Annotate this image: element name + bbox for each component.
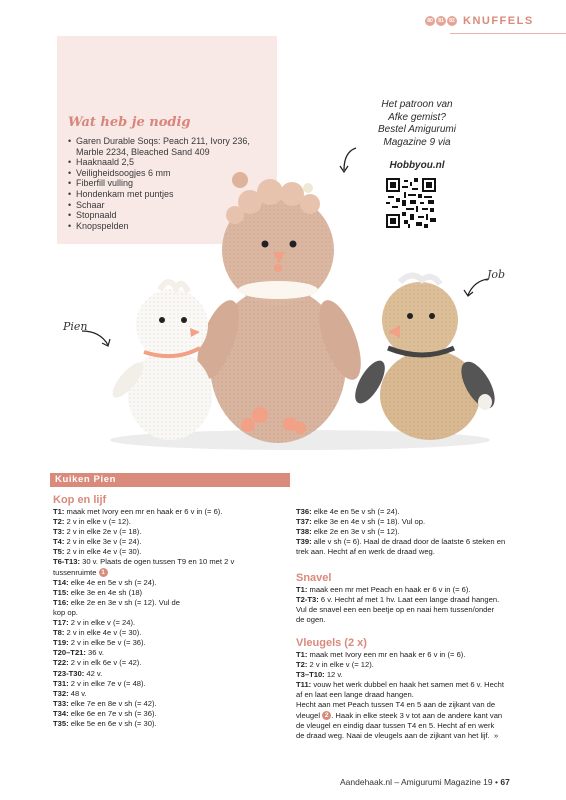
round-label: T2:: [53, 517, 65, 527]
round-label: T39:: [296, 537, 312, 547]
instruction-text: vouw het werk dubbel en haak het samen met 6 v. Hecht: [311, 680, 504, 690]
round-label: T32:: [53, 688, 69, 698]
qr-code[interactable]: [386, 178, 436, 228]
instruction-text: elke 4e en 5e v sh (= 24).: [311, 507, 400, 516]
section-label: KNUFFELS: [463, 15, 534, 27]
instruction-text: 6 v. Hecht af met 1 hv. Laat een lange draad hangen.: [318, 595, 500, 605]
instruction-line: [296, 615, 536, 625]
round-label: T1:: [296, 650, 308, 659]
instruction-line: [296, 660, 541, 670]
round-label: T31:: [53, 678, 69, 688]
instruction-line: [53, 507, 288, 517]
instruction-line: [53, 608, 288, 618]
instruction-text: 2 v in elk 6e v (= 42).: [68, 658, 142, 668]
instruction-text: kop op.: [53, 607, 78, 617]
instruction-line: [53, 547, 288, 557]
round-label: T2:: [296, 660, 308, 670]
round-label: T1:: [296, 585, 308, 594]
round-label: T23-T30:: [53, 668, 85, 678]
instruction-text: elke 2e en 3e v sh (= 12).: [311, 527, 400, 537]
instruction-line: [53, 709, 288, 719]
instruction-text: 2 v in elke v (= 12).: [307, 660, 374, 670]
round-label: T3:: [53, 527, 65, 537]
instruction-text: 30 v. Plaats de ogen tussen T9 en 10 met 2 v: [80, 557, 235, 567]
instruction-line: [296, 595, 536, 605]
needs-item: • Knopspelden: [68, 221, 273, 232]
instruction-line: [53, 648, 288, 658]
instruction-line: [296, 585, 536, 595]
tag-job: Job: [487, 268, 506, 281]
instruction-text: trek aan. Hecht af en werk de draad weg.: [296, 547, 435, 557]
round-label: T16:: [53, 597, 69, 607]
instruction-line: [53, 588, 288, 598]
round-label: T6-T13:: [53, 557, 81, 567]
promo-line: Het patroon van: [381, 99, 453, 110]
instruction-line: [53, 517, 288, 527]
needs-item: • Garen Durable Soqs: Peach 211, Ivory 236, Marble 2234, Bleached Sand 409: [68, 136, 273, 157]
round-label: T11:: [296, 680, 312, 690]
instruction-text: elke 7e en 8e v sh (= 42).: [68, 698, 157, 708]
page-number: 67: [500, 777, 510, 787]
instruction-text: 2 v in elke 2e v (= 18).: [64, 527, 142, 537]
round-label: T37:: [296, 517, 312, 527]
instruction-text: 12 v.: [324, 670, 343, 680]
instruction-text: Hecht aan met Peach tussen T4 en 5 aan de zijkant van de: [296, 700, 496, 710]
instruction-line: [53, 578, 288, 588]
instruction-line: [296, 690, 541, 700]
instruction-text: maak met Ivory een mr en haak er 6 v in (= 6).: [64, 507, 223, 516]
instruction-text: vleugel: [296, 710, 323, 720]
instruction-line: [53, 689, 288, 699]
instruction-text: maak met Ivory een mr en haak er 6 v in (= 6).: [307, 650, 466, 659]
instruction-line: [53, 679, 288, 689]
instruction-text: de draad weg. Naai de vleugels aan de zijkant van het lijf. »: [296, 730, 499, 740]
instruction-line: [296, 507, 536, 517]
page-dot: 82: [447, 16, 457, 26]
instruction-text: elke 3e en 4e sh (18): [68, 587, 143, 597]
instruction-line: [296, 700, 541, 710]
instruction-text: elke 6e en 7e v sh (= 36).: [68, 708, 157, 718]
round-label: T34:: [53, 708, 69, 718]
instruction-line: [53, 628, 288, 638]
instruction-line: [296, 731, 541, 741]
instruction-text: elke 2e en 3e v sh (= 12). Vul de: [68, 597, 180, 607]
instruction-line: [53, 598, 288, 608]
promo-line: Magazine 9 via: [383, 136, 451, 148]
instruction-line: [296, 711, 541, 721]
instruction-line: [296, 680, 541, 690]
instruction-text: de vleugel en eindig daar tussen T4 en 5. Hecht af en werk: [296, 720, 495, 730]
instruction-line: [296, 537, 536, 547]
instruction-text: 2 v in elke 5e v (= 36).: [68, 638, 146, 648]
instruction-text: 2 v in elke 3e v (= 24).: [64, 537, 142, 547]
needs-item: • Hondenkam met puntjes: [68, 189, 273, 200]
instruction-text: af en laat een lange draad hangen.: [296, 690, 414, 700]
instruction-text: 2 v in elke v (= 12).: [64, 517, 131, 527]
instruction-line: [296, 547, 536, 557]
instruction-text: . Haak in elke steek 3 v tot aan de andere kant van: [331, 710, 503, 720]
heading-vleugels: Vleugels (2 x): [296, 637, 367, 649]
round-label: T38:: [296, 527, 312, 537]
needs-item: • Veiligheidsoogjes 6 mm: [68, 168, 273, 179]
amigurumi-photo: [100, 140, 510, 455]
round-label: T8:: [53, 628, 65, 638]
needs-item: • Stopnaald: [68, 210, 273, 221]
promo-line: Bestel Amigurumi: [378, 124, 456, 135]
instruction-line: [296, 605, 536, 615]
needs-item: • Schaar: [68, 200, 273, 211]
instruction-line: [296, 650, 541, 660]
footer: [340, 777, 510, 787]
instruction-line: [53, 537, 288, 547]
instruction-line: [53, 669, 288, 679]
tag-pien: Pien: [63, 320, 88, 333]
heading-snavel: Snavel: [296, 572, 332, 584]
instruction-text: 42 v.: [84, 668, 103, 678]
round-label: T15:: [53, 587, 69, 597]
instructions-col2a: [296, 507, 536, 557]
instruction-line: [53, 699, 288, 709]
round-label: T35:: [53, 718, 69, 728]
round-label: T33:: [53, 698, 69, 708]
instruction-line: [53, 527, 288, 537]
needs-item: • Haaknaald 2,5: [68, 157, 273, 168]
round-label: T17:: [53, 618, 69, 628]
page-dots: [425, 16, 457, 26]
instruction-line: [53, 658, 288, 668]
instructions-col2b: [296, 585, 536, 625]
header-rule: [450, 33, 566, 34]
needs-item: • Fiberfill vulling: [68, 178, 273, 189]
page-dot: 80: [425, 16, 435, 26]
instruction-text: alle v sh (= 6). Haal de draad door de laatste 6 steken en: [311, 537, 506, 547]
instruction-text: elke 4e en 5e v sh (= 24).: [68, 577, 157, 587]
instruction-text: de ogen.: [296, 615, 326, 625]
round-label: T22:: [53, 658, 69, 668]
instructions-col1: [53, 507, 288, 729]
instruction-text: elke 5e en 6e v sh (= 30).: [68, 718, 157, 728]
instruction-text: maak een mr met Peach en haak er 6 v in (= 6).: [307, 585, 471, 594]
instruction-line: [53, 568, 288, 578]
footer-text: Aandehaak.nl – Amigurumi Magazine 19 •: [340, 777, 498, 787]
round-label: T1:: [53, 507, 65, 516]
instruction-text: 2 v in elke v (= 24).: [68, 618, 136, 628]
instruction-text: elke 3e en 4e v sh (= 18). Vul op.: [311, 517, 426, 527]
tag-pien-arrow-icon: [80, 325, 114, 349]
instruction-line: [296, 721, 541, 731]
tag-job-arrow-icon: [462, 275, 492, 299]
round-label: T36:: [296, 507, 312, 516]
instruction-text: 2 v in elke 4e v (= 30).: [64, 547, 142, 557]
promo-arrow-icon: [338, 146, 360, 176]
instruction-line: [53, 618, 288, 628]
round-label: T19:: [53, 638, 69, 648]
section-title: Kuiken Pien: [55, 474, 116, 485]
instruction-text: 2 v in elke 7e v (= 48).: [68, 678, 146, 688]
instruction-line: [53, 719, 288, 729]
step-number-badge: 1: [99, 568, 108, 577]
instruction-text: tussenruimte: [53, 567, 99, 577]
round-label: T3–T10:: [296, 670, 325, 680]
round-label: T20–T21:: [53, 648, 86, 658]
step-number-badge: 2: [322, 711, 331, 720]
instruction-text: Vul de snavel een een beetje op en naai hem tussen/onder: [296, 605, 495, 615]
instruction-line: [53, 638, 288, 648]
instruction-text: 2 v in elke 4e v (= 30).: [64, 628, 142, 638]
round-label: T5:: [53, 547, 65, 557]
instruction-line: [296, 527, 536, 537]
instruction-text: 36 v.: [85, 648, 104, 658]
needs-title: Wat heb je nodig: [68, 115, 191, 130]
round-label: T14:: [53, 577, 69, 587]
instruction-line: [296, 517, 536, 527]
instruction-line: [296, 670, 541, 680]
instruction-text: 48 v.: [68, 688, 87, 698]
promo-line: Afke gemist?: [388, 111, 446, 123]
instruction-line: [53, 557, 288, 567]
page-dot: 81: [436, 16, 446, 26]
instructions-col2c: [296, 650, 541, 741]
heading-kop-en-lijf: Kop en lijf: [53, 494, 107, 506]
promo-text: [352, 99, 482, 149]
round-label: T4:: [53, 537, 65, 547]
promo-link[interactable]: Hobbyou.nl: [389, 160, 445, 171]
round-label: T2-T3:: [296, 595, 319, 605]
